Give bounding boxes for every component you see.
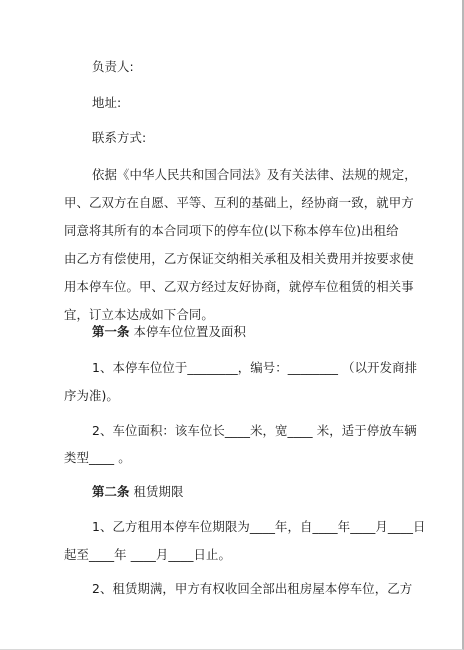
field-contact: 联系方式:: [92, 130, 147, 145]
field-address: 地址:: [92, 95, 122, 110]
intro-line-2: 甲、乙双方在自愿、平等、互利的基础上，经协商一致，就甲方: [64, 195, 414, 210]
intro-line-4: 由乙方有偿使用，乙方保证交纳相关承租及相关费用并按要求使: [64, 251, 414, 266]
article-2-title: 租赁期限: [133, 484, 184, 499]
article-2-clause-1-line-1: 1、乙方租用本停车位期限为____年，自____年____月____日: [92, 519, 426, 534]
article-2-clause-2-line-1: 2、租赁期满，甲方有权收回全部出租房屋本停车位，乙方: [92, 581, 413, 596]
article-1-clause-2-line-2: 类型____ 。: [64, 450, 131, 465]
field-person-in-charge: 负责人:: [92, 59, 134, 74]
article-2-number: 第二条: [92, 484, 130, 499]
article-1-title: 本停车位位置及面积: [133, 324, 246, 339]
intro-line-5: 用本停车位。甲、乙双方经过友好协商，就停车位租赁的相关事: [64, 279, 414, 294]
intro-line-1: 依据《中华人民共和国合同法》及有关法律、法规的规定，: [92, 167, 417, 182]
article-2-heading: [92, 483, 184, 501]
intro-line-3: 同意将其所有的本合同项下的停车位(以下称本停车位)出租给: [64, 223, 399, 238]
article-2-clause-1-line-2: 起至____年 ____月____日止。: [64, 547, 232, 562]
article-1-clause-2-line-1: 2、车位面积：该车位长____米，宽____ 米，适于停放车辆: [92, 423, 417, 438]
article-1-number: 第一条: [92, 324, 130, 339]
article-1-heading: [92, 323, 246, 341]
intro-line-6: 宜，订立本达成如下合同。: [64, 307, 214, 322]
article-1-clause-1-line-1: 1、本停车位位于________，编号：________ （以开发商排: [92, 360, 418, 375]
article-1-clause-1-line-2: 序为准)。: [64, 388, 119, 403]
